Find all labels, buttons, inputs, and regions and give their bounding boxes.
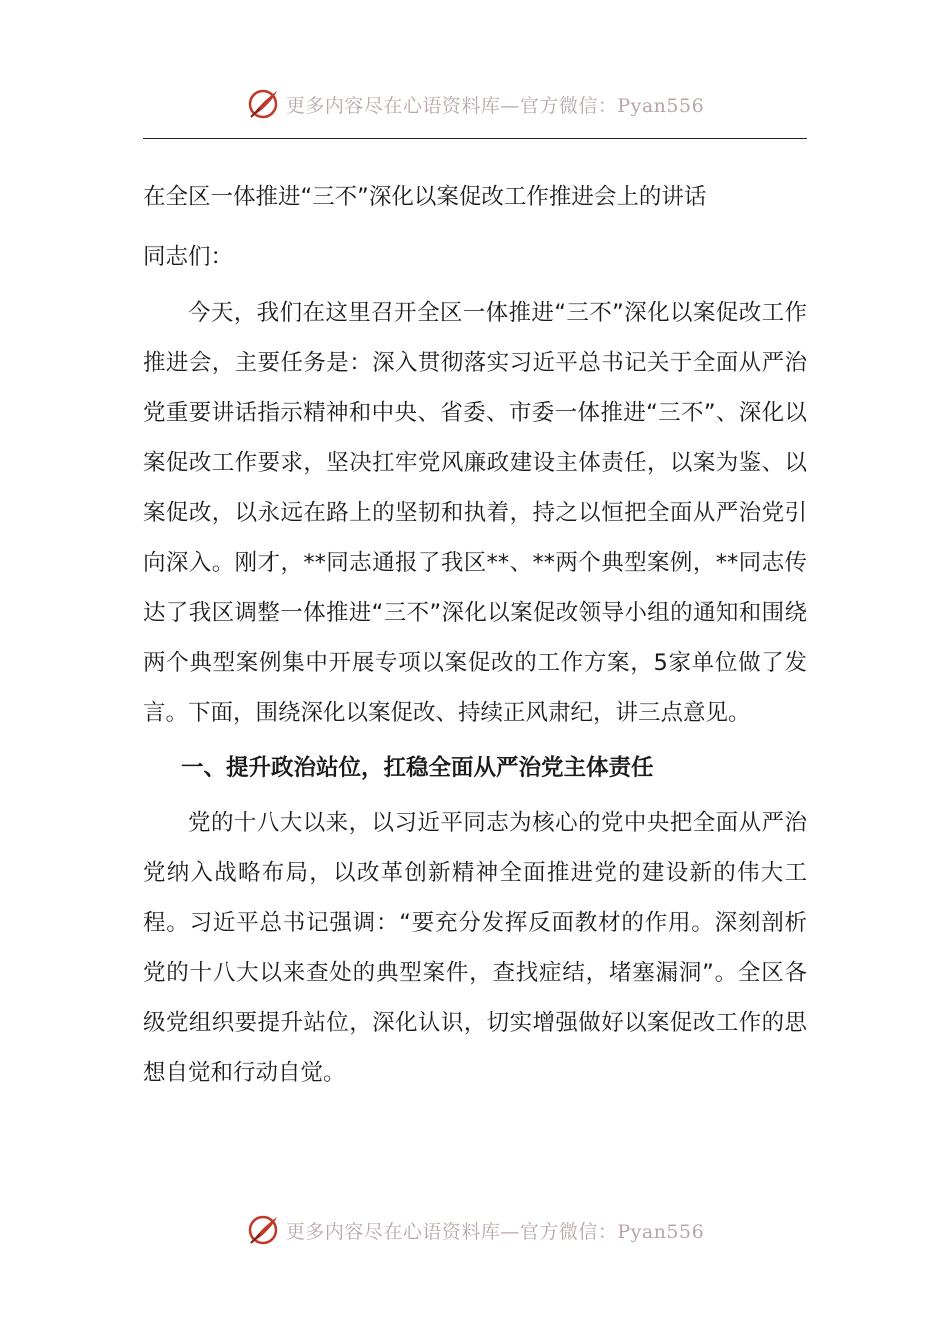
header-divider xyxy=(143,138,807,139)
quill-pen-logo-icon xyxy=(246,87,280,121)
footer-watermark xyxy=(0,1210,950,1250)
paragraph: 今天，我们在这里召开全区一体推进“三不”深化以案促改工作推进会，主要任务是：深入贯彻落实习近平总书记关于全面从严治党重要讲话指示精神和中央、省委、市委一体推进“三不”、深化以案促改工作要求，坚决扛牢党风廉政建设主体责任，以案为鉴、以案促改，以永远在路上的坚韧和执着，持之以恒把全面从严治党引向深入。刚才，**同志通报了我区**、**两个典型案例，**同志传达了我区调整一体推进“三不”深化以案促改领导小组的通知和围绕两个典型案例集中开展专项以案促改的工作方案，5家单位做了发言。下面，围绕深化以案促改、持续正风肃纪，讲三点意见。 xyxy=(143,300,807,726)
watermark-text: 更多内容尽在心语资料库—官方微信：Pyan556 xyxy=(285,1220,705,1243)
salutation: 同志们： xyxy=(143,244,234,270)
header-watermark xyxy=(0,84,950,124)
section-heading: 一、提升政治站位，扛稳全面从严治党主体责任 xyxy=(181,755,654,781)
document-title: 在全区一体推进“三不”深化以案促改工作推进会上的讲话 xyxy=(143,184,707,210)
watermark-text: 更多内容尽在心语资料库—官方微信：Pyan556 xyxy=(285,94,705,117)
quill-pen-logo-icon xyxy=(246,1213,280,1247)
document-body xyxy=(143,172,807,1098)
paragraph: 党的十八大以来，以习近平同志为核心的党中央把全面从严治党纳入战略布局，以改革创新精神全面推进党的建设新的伟大工程。习近平总书记强调：“要充分发挥反面教材的作用。深刻剖析党的十八大以来查处的典型案件，查找症结，堵塞漏洞”。全区各级党组织要提升站位，深化认识，切实增强做好以案促改工作的思想自觉和行动自觉。 xyxy=(143,810,807,1086)
